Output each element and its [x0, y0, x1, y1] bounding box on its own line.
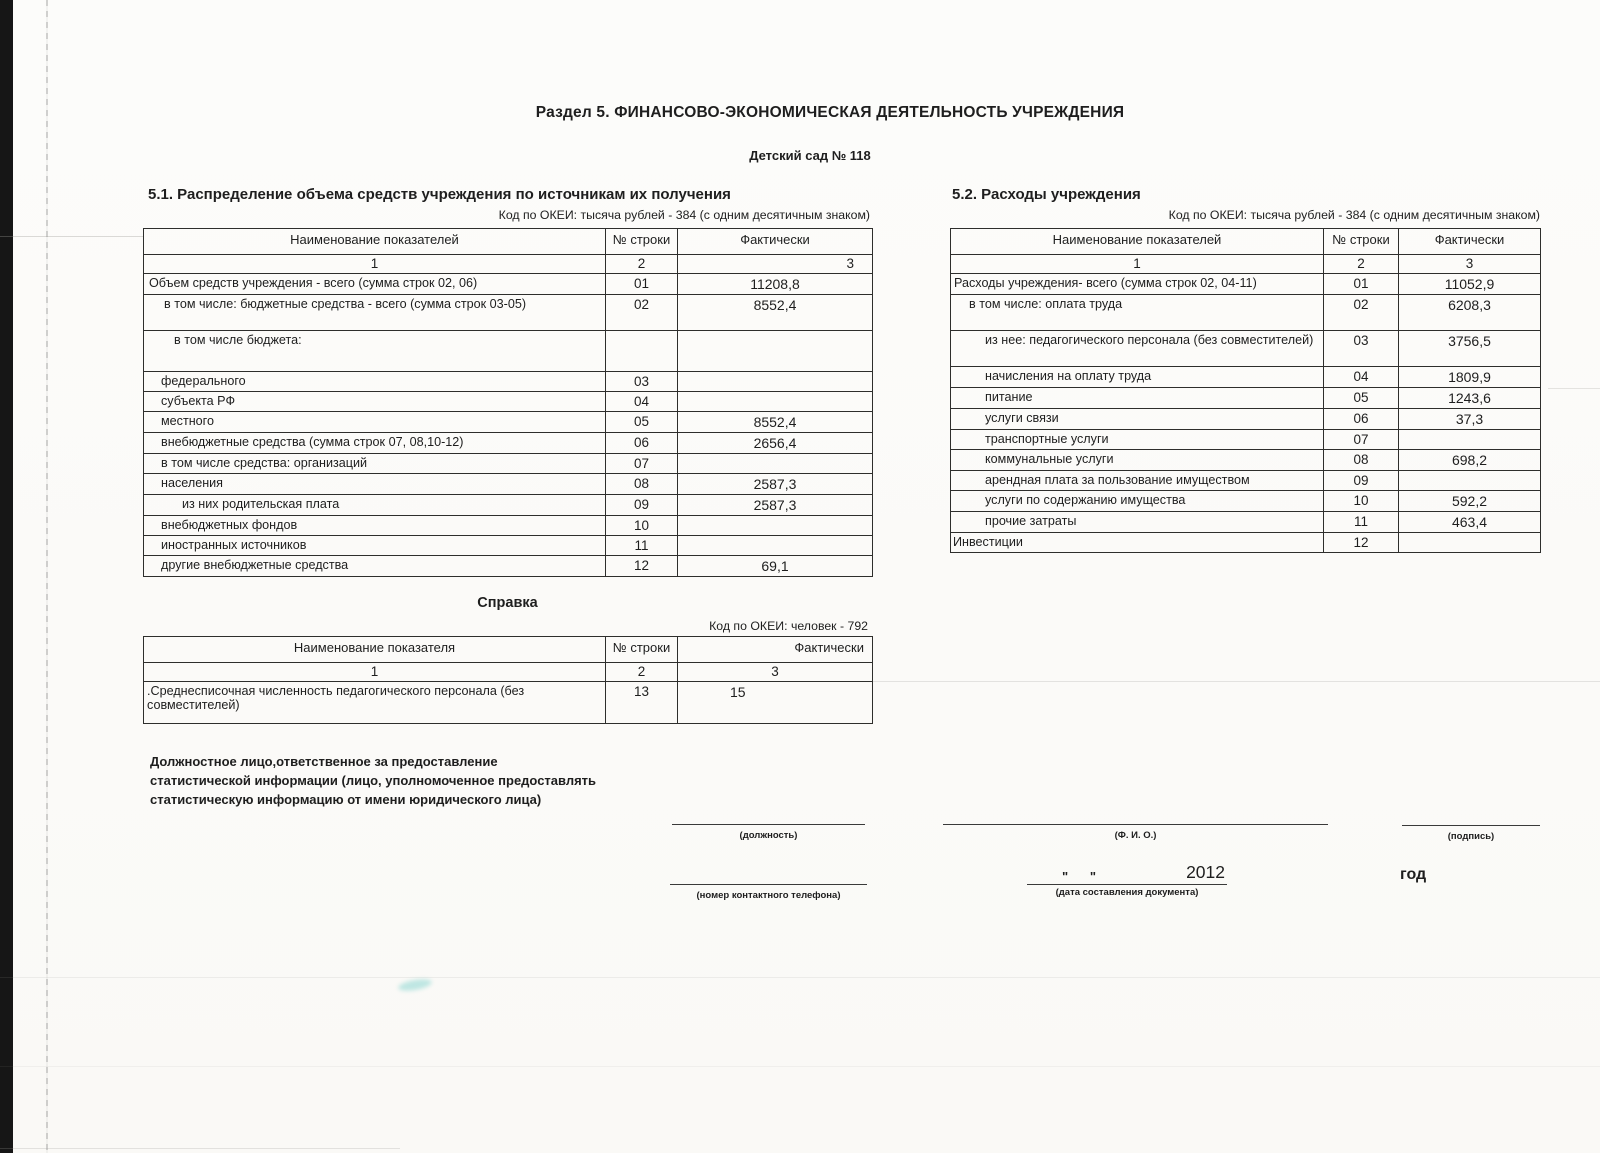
- line-number-cell: 04: [606, 392, 678, 412]
- indicator-name-cell: из нее: педагогического персонала (без совместителей): [951, 331, 1324, 367]
- date-underline: [1027, 884, 1227, 885]
- value-cell: [678, 454, 873, 474]
- section-5-1-heading: 5.1. Распределение объема средств учреждения по источникам их получения: [148, 186, 731, 203]
- table-row: [144, 372, 873, 392]
- table-row: [951, 491, 1541, 512]
- indicator-name-cell: внебюджетных фондов: [144, 516, 606, 536]
- document-title: Раздел 5. ФИНАНСОВО-ЭКОНОМИЧЕСКАЯ ДЕЯТЕЛЬНОСТЬ УЧРЕЖДЕНИЯ: [535, 104, 1125, 121]
- signature-line: [1402, 825, 1540, 844]
- line-number-cell: 12: [1324, 533, 1399, 553]
- indicator-name-cell: Инвестиции: [951, 533, 1324, 553]
- col-number-2: 2: [1324, 255, 1399, 274]
- table-row: [144, 536, 873, 556]
- value-cell: 2587,3: [678, 474, 873, 495]
- table-row: [951, 388, 1541, 409]
- column-number-row: [144, 663, 873, 682]
- indicator-name-cell: начисления на оплату труда: [951, 367, 1324, 388]
- table-row: [144, 516, 873, 536]
- scan-hline: [0, 236, 143, 237]
- okei-caption-5-2: Код по ОКЕИ: тысяча рублей - 384 (с одним десятичным знаком): [1168, 208, 1540, 222]
- position-signature-line: [672, 824, 865, 843]
- col-header-fact: Фактически: [678, 229, 873, 255]
- scan-hline: [0, 977, 1600, 978]
- line-number-cell: 02: [1324, 295, 1399, 331]
- table-row: [951, 450, 1541, 471]
- col-number-1: 1: [144, 255, 606, 274]
- indicator-name-cell: Расходы учреждения- всего (сумма строк 02, 04-11): [951, 274, 1324, 295]
- table-row: [144, 433, 873, 454]
- col-number-2: 2: [606, 255, 678, 274]
- col-header-line: № строки: [606, 637, 678, 663]
- okei-caption-5-1: Код по ОКЕИ: тысяча рублей - 384 (с одним десятичным знаком): [498, 208, 870, 222]
- spravka-heading: Справка: [477, 595, 538, 611]
- value-cell: [1399, 430, 1541, 450]
- scan-hline: [0, 1148, 400, 1149]
- value-cell: 698,2: [1399, 450, 1541, 471]
- document-subtitle: Детский сад № 118: [749, 148, 871, 163]
- indicator-name-cell: федерального: [144, 372, 606, 392]
- line-number-cell: 04: [1324, 367, 1399, 388]
- indicator-name-cell: другие внебюджетные средства: [144, 556, 606, 577]
- value-cell: 8552,4: [678, 412, 873, 433]
- table-row: [951, 471, 1541, 491]
- table-row: [144, 274, 873, 295]
- line-number-cell: 10: [1324, 491, 1399, 512]
- date-day-month-quotes: " ": [1062, 869, 1096, 884]
- indicator-name-cell: .Среднесписочная численность педагогического персонала (без совместителей): [144, 682, 606, 724]
- value-cell: [678, 372, 873, 392]
- indicator-name-cell: коммунальные услуги: [951, 450, 1324, 471]
- indicator-name-cell: в том числе: бюджетные средства - всего (сумма строк 03-05): [144, 295, 606, 331]
- table-row: [144, 412, 873, 433]
- value-cell: 463,4: [1399, 512, 1541, 533]
- fio-signature-line: [943, 824, 1328, 843]
- indicator-name-cell: внебюджетные средства (сумма строк 07, 08,10-12): [144, 433, 606, 454]
- value-cell: 11052,9: [1399, 274, 1541, 295]
- scan-hline: [872, 681, 1600, 682]
- indicator-name-cell: арендная плата за пользование имуществом: [951, 471, 1324, 491]
- phone-signature-line: [670, 884, 867, 903]
- value-cell: 6208,3: [1399, 295, 1541, 331]
- fio-label: (Ф. И. О.): [1114, 830, 1157, 841]
- scan-teal-smudge: [397, 977, 432, 993]
- value-cell: 3756,5: [1399, 331, 1541, 367]
- value-cell: 1243,6: [1399, 388, 1541, 409]
- line-number-cell: 10: [606, 516, 678, 536]
- table-row: [951, 430, 1541, 450]
- value-cell: [1399, 533, 1541, 553]
- col-number-3: 3: [678, 663, 873, 682]
- table-header-row: [144, 229, 873, 255]
- value-cell: [678, 536, 873, 556]
- value-cell: 15: [678, 682, 873, 724]
- table-row: [144, 454, 873, 474]
- table-row: [951, 512, 1541, 533]
- table-5-1: [143, 228, 873, 577]
- table-row: [144, 331, 873, 372]
- spravka-table: [143, 636, 873, 724]
- indicator-name-cell: в том числе средства: организаций: [144, 454, 606, 474]
- okei-caption-spravka: Код по ОКЕИ: человек - 792: [709, 619, 868, 633]
- indicator-name-cell: в том числе: оплата труда: [951, 295, 1324, 331]
- table-row: [144, 474, 873, 495]
- col-header-name: Наименование показателя: [144, 637, 606, 663]
- indicator-name-cell: услуги по содержанию имущества: [951, 491, 1324, 512]
- line-number-cell: 11: [1324, 512, 1399, 533]
- value-cell: [1399, 471, 1541, 491]
- table-5-2-wrapper: [950, 228, 1541, 553]
- line-number-cell: 01: [606, 274, 678, 295]
- indicator-name-cell: в том числе бюджета:: [144, 331, 606, 372]
- col-number-2: 2: [606, 663, 678, 682]
- value-cell: [678, 392, 873, 412]
- col-number-1: 1: [951, 255, 1324, 274]
- table-5-2: [950, 228, 1541, 553]
- line-number-cell: 05: [1324, 388, 1399, 409]
- indicator-name-cell: прочие затраты: [951, 512, 1324, 533]
- line-number-cell: [606, 331, 678, 372]
- column-number-row: [144, 255, 873, 274]
- table-row: [951, 367, 1541, 388]
- table-row: [951, 331, 1541, 367]
- scan-edge-bar: [0, 0, 13, 1153]
- table-row: [144, 682, 873, 724]
- table-5-1-wrapper: [143, 228, 873, 577]
- spravka-table-wrapper: [143, 636, 873, 724]
- line-number-cell: 13: [606, 682, 678, 724]
- col-header-fact: Фактически: [678, 637, 873, 663]
- indicator-name-cell: транспортные услуги: [951, 430, 1324, 450]
- scan-vertical-line: [46, 0, 48, 1153]
- table-row: [144, 392, 873, 412]
- col-header-line: № строки: [1324, 229, 1399, 255]
- value-cell: 2656,4: [678, 433, 873, 454]
- table-row: [951, 295, 1541, 331]
- scan-hline: [0, 1066, 1600, 1067]
- line-number-cell: 06: [606, 433, 678, 454]
- line-number-cell: 09: [606, 495, 678, 516]
- indicator-name-cell: местного: [144, 412, 606, 433]
- value-cell: 69,1: [678, 556, 873, 577]
- col-header-name: Наименование показателей: [951, 229, 1324, 255]
- line-number-cell: 08: [606, 474, 678, 495]
- indicator-name-cell: Объем средств учреждения - всего (сумма строк 02, 06): [144, 274, 606, 295]
- scan-hline: [1548, 388, 1600, 389]
- indicator-name-cell: услуги связи: [951, 409, 1324, 430]
- col-header-line: № строки: [606, 229, 678, 255]
- line-number-cell: 07: [606, 454, 678, 474]
- col-header-fact: Фактически: [1399, 229, 1541, 255]
- value-cell: 592,2: [1399, 491, 1541, 512]
- value-cell: [678, 516, 873, 536]
- line-number-cell: 11: [606, 536, 678, 556]
- col-header-name: Наименование показателей: [144, 229, 606, 255]
- line-number-cell: 08: [1324, 450, 1399, 471]
- line-number-cell: 03: [1324, 331, 1399, 367]
- value-cell: [678, 331, 873, 372]
- official-text-line: статистическую информацию от имени юридического лица): [150, 792, 542, 807]
- line-number-cell: 12: [606, 556, 678, 577]
- date-year: 2012: [1186, 862, 1225, 882]
- table-row: [144, 556, 873, 577]
- signature-label: (подпись): [1447, 831, 1495, 842]
- value-cell: 37,3: [1399, 409, 1541, 430]
- indicator-name-cell: населения: [144, 474, 606, 495]
- section-5-2-heading: 5.2. Расходы учреждения: [952, 186, 1141, 203]
- official-text-line: статистической информации (лицо, уполномоченное предоставлять: [150, 773, 597, 788]
- line-number-cell: 02: [606, 295, 678, 331]
- col-number-1: 1: [144, 663, 606, 682]
- table-header-row: [951, 229, 1541, 255]
- indicator-name-cell: питание: [951, 388, 1324, 409]
- line-number-cell: 06: [1324, 409, 1399, 430]
- value-cell: 11208,8: [678, 274, 873, 295]
- value-cell: 1809,9: [1399, 367, 1541, 388]
- table-row: [951, 409, 1541, 430]
- col-number-3: 3: [678, 255, 873, 274]
- col-number-3: 3: [1399, 255, 1541, 274]
- table-row: [951, 274, 1541, 295]
- line-number-cell: 09: [1324, 471, 1399, 491]
- line-number-cell: 05: [606, 412, 678, 433]
- value-cell: 2587,3: [678, 495, 873, 516]
- table-header-row: [144, 637, 873, 663]
- date-label: (дата составления документа): [1055, 887, 1199, 898]
- official-text-line: Должностное лицо,ответственное за предоставление: [150, 754, 498, 769]
- position-label: (должность): [739, 830, 798, 841]
- indicator-name-cell: из них родительская плата: [144, 495, 606, 516]
- line-number-cell: 03: [606, 372, 678, 392]
- official-responsible-text: [150, 752, 670, 809]
- indicator-name-cell: субъекта РФ: [144, 392, 606, 412]
- year-word: год: [1400, 866, 1427, 883]
- table-row: [951, 533, 1541, 553]
- value-cell: 8552,4: [678, 295, 873, 331]
- line-number-cell: 07: [1324, 430, 1399, 450]
- table-row: [144, 295, 873, 331]
- phone-label: (номер контактного телефона): [696, 890, 841, 901]
- table-row: [144, 495, 873, 516]
- line-number-cell: 01: [1324, 274, 1399, 295]
- column-number-row: [951, 255, 1541, 274]
- indicator-name-cell: иностранных источников: [144, 536, 606, 556]
